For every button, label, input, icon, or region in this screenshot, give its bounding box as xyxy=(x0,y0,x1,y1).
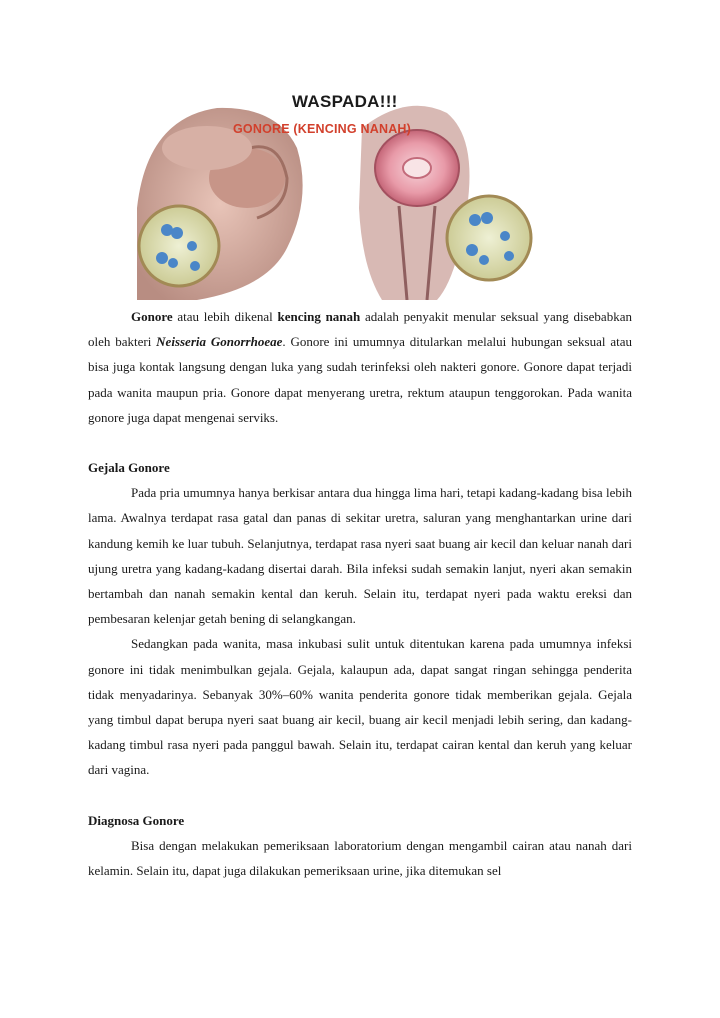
gejala-paragraph-1: Pada pria umumnya hanya berkisar antara dua hingga lima hari, tetapi kadang-kadang bisa lebih lama. Awalnya terdapat rasa gatal dan panas di sekitar uretra, saluran yang menghantarkan urine dari kandung kemih ke luar tubuh. Selanjutnya, terdapat rasa nyeri saat buang air kecil dan keluar nanah dari ujung uretra yang kadang-kadang disertai darah. Bila infeksi sudah semakin lanjut, nyeri akan semakin bertambah dan nanah semakin kental dan keruh. Selain itu, terdapat nyeri pada waktu ereksi dan pembesaran kelenjar getah bening di selangkangan. xyxy=(88,485,632,627)
term-gonore: Gonore xyxy=(131,309,173,324)
bacteria-name: Neisseria Gonorrhoeae xyxy=(156,334,283,350)
figure-title: WASPADA!!! xyxy=(292,92,398,111)
medical-illustration-icon xyxy=(137,88,537,300)
figure-subtitle: GONORE (KENCING NANAH) xyxy=(233,122,412,136)
diagnosa-paragraph-1: Bisa dengan melakukan pemeriksaan laboratorium dengan mengambil cairan atau nanah dari kelamin. Selain itu, dapat juga dilakukan pemeriksaan urine, jika ditemukan sel xyxy=(88,837,632,879)
gejala-paragraph-2: Sedangkan pada wanita, masa inkubasi sulit untuk ditentukan karena pada umumnya infeksi gonore ini tidak menimbulkan gejala. Gejala, kalaupun ada, dapat sangat ringan sehingga penderita tidak menyadarinya. Sebanyak 30%–60% wanita penderita gonore tidak memberikan gejala. Gejala yang timbul dapat berupa nyeri saat buang air kecil, buang air kecil menjadi lebih sering, dan kadang-kadang timbul rasa nyeri pada panggul bawah. Selain itu, terdapat cairan kental dan keruh yang keluar dari vagina. xyxy=(88,636,632,778)
term-kencing-nanah: kencing nanah xyxy=(277,309,361,324)
heading-diagnosa: Diagnosa Gonore xyxy=(88,812,185,828)
intro-text-2: adalah penyakit menular seksual yang disebabkan oleh bakteri xyxy=(88,309,632,350)
intro-text-1: atau lebih dikenal xyxy=(172,309,278,324)
heading-gejala: Gejala Gonore xyxy=(88,460,170,476)
intro-paragraph xyxy=(88,304,632,430)
intro-text-3: . Gonore ini umumnya ditularkan melalui hubungan seksual atau bisa juga kontak langsung dengan luka yang sudah terinfeksi oleh nakteri gonore. Gonore dapat terjadi pada wanita maupun pria. Gonore dapat menyerang uretra, rektum ataupun tenggorokan. Pada wanita gonore juga dapat mengenai serviks. xyxy=(88,334,632,425)
gonorrhea-illustration xyxy=(137,88,537,300)
body-text xyxy=(88,304,632,883)
